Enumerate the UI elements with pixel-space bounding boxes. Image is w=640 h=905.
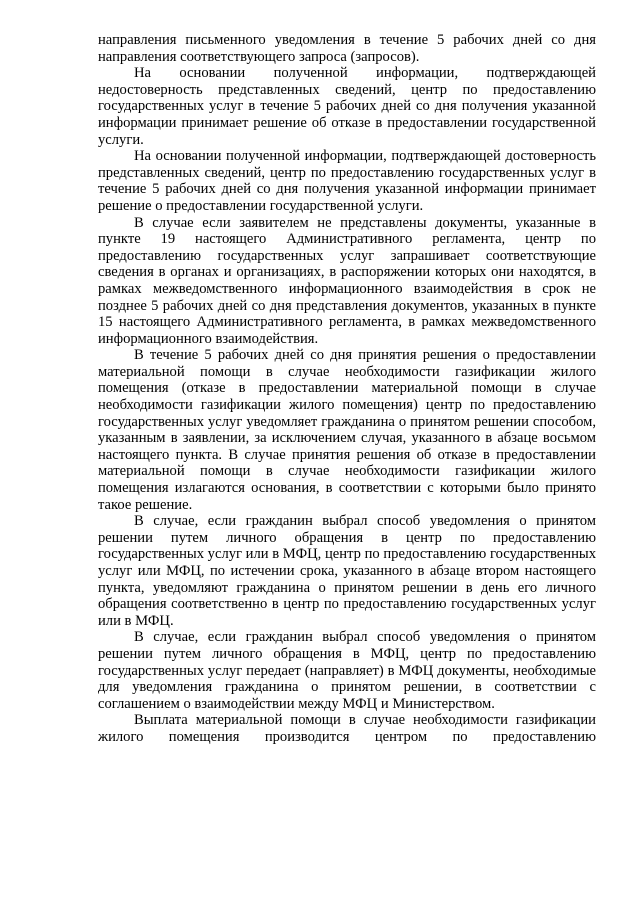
paragraph-3: На основании полученной информации, подтверждающей достоверность представленных сведений, центр по предоставлению государственных услуг в течение 5 рабочих дней со дня получения указанной информации принимает решение о предоставлении государственной услуги. bbox=[98, 148, 596, 214]
paragraph-6: В случае, если гражданин выбрал способ уведомления о принятом решении путем личного обращения в центр по предоставлению государственных услуг или в МФЦ, центр по предоставлению государственных услуг или МФЦ, по истечении срока, указанного в абзаце втором настоящего пункта, уведомляют гражданина о принятом решении в день его личного обращения соответственно в центр по предоставлению государственных услуг или в МФЦ. bbox=[98, 513, 596, 629]
paragraph-5: В течение 5 рабочих дней со дня принятия решения о предоставлении материальной помощи в случае необходимости газификации жилого помещения (отказе в предоставлении материальной помощи в случае необходимости газификации жилого помещения) центр по предоставлению государственных услуг уведомляет гражданина о принятом решении способом, указанным в заявлении, за исключением случая, указанного в абзаце восьмом настоящего пункта. В случае принятия решения об отказе в предоставлении материальной помощи в случае необходимости газификации жилого помещения излагаются основания, в соответствии с которыми было принято такое решение. bbox=[98, 347, 596, 513]
paragraph-2: На основании полученной информации, подтверждающей недостоверность представленных сведений, центр по предоставлению государственных услуг в течение 5 рабочих дней со дня получения указанной информации принимает решение об отказе в предоставлении государственной услуги. bbox=[98, 65, 596, 148]
paragraph-7: В случае, если гражданин выбрал способ уведомления о принятом решении путем личного обращения в МФЦ, центр по предоставлению государственных услуг передает (направляет) в МФЦ документы, необходимые для уведомления гражданина о принятом решении, в соответствии с соглашением о взаимодействии между МФЦ и Министерством. bbox=[98, 629, 596, 712]
paragraph-4: В случае если заявителем не представлены документы, указанные в пункте 19 настоящего Административного регламента, центр по предоставлению государственных услуг запрашивает соответствующие сведения в органах и организациях, в распоряжении которых они находятся, в рамках межведомственного информационного взаимодействия в срок не позднее 5 рабочих дней со дня представления документов, указанных в пункте 15 настоящего Административного регламента, в рамках межведомственного информационного взаимодействия. bbox=[98, 214, 596, 347]
document-body bbox=[98, 32, 596, 746]
paragraph-1: направления письменного уведомления в течение 5 рабочих дней со дня направления соответствующего запроса (запросов). bbox=[98, 32, 596, 65]
paragraph-8: Выплата материальной помощи в случае необходимости газификации жилого помещения производится центром по предоставлению bbox=[98, 712, 596, 745]
